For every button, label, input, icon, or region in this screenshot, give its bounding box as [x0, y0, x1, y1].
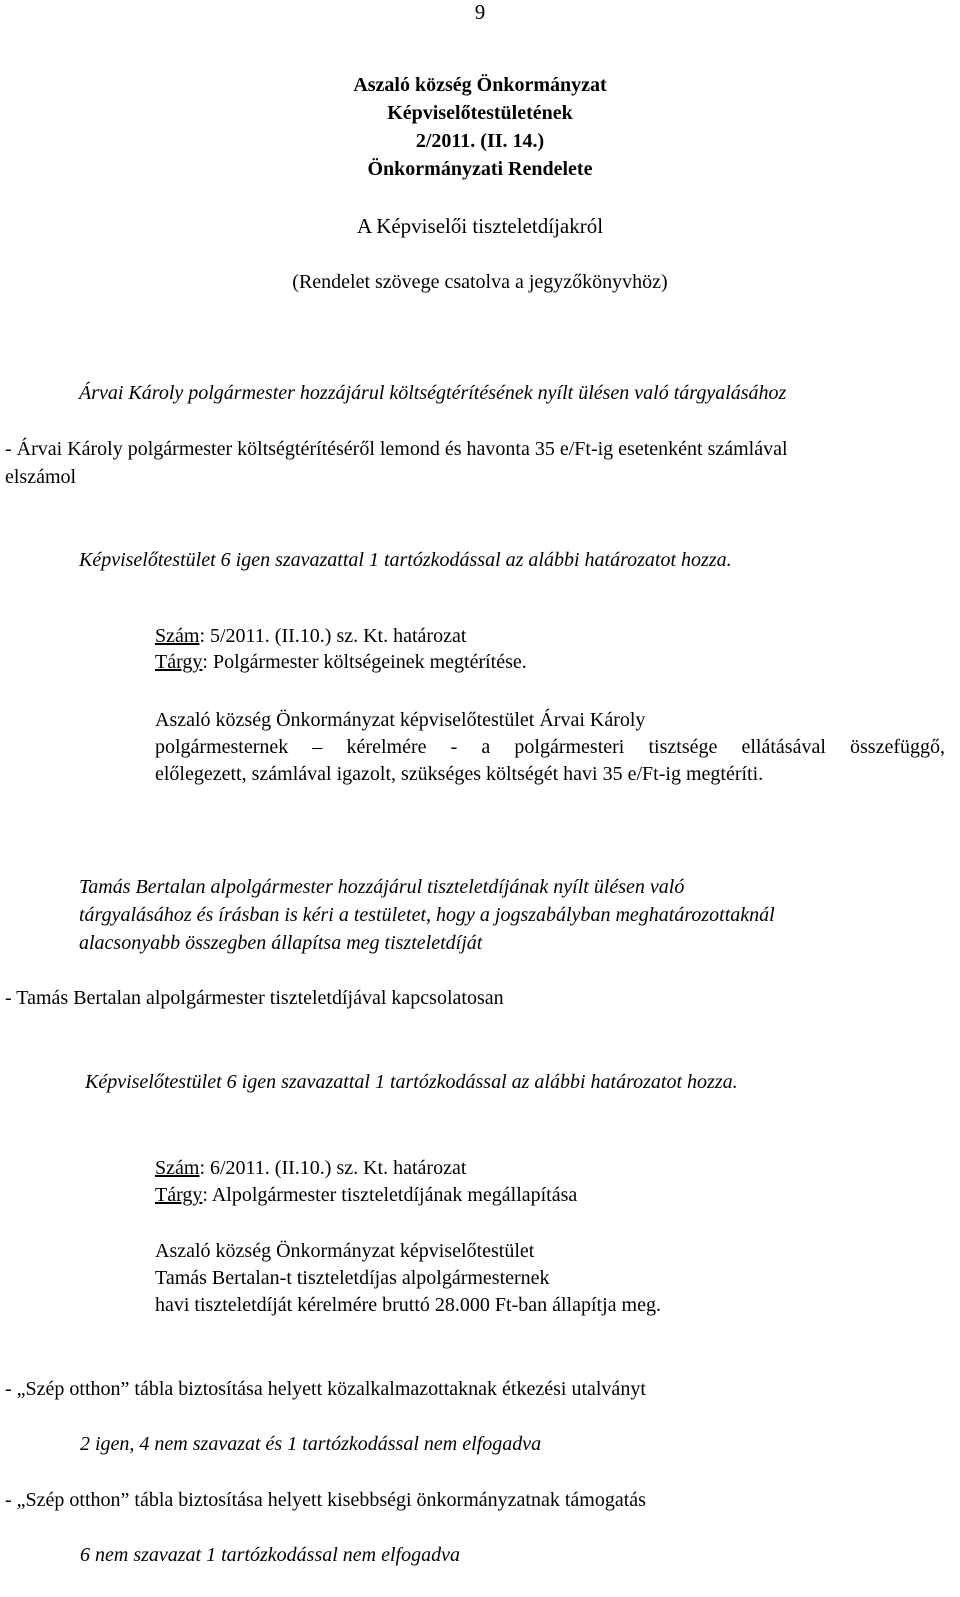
item3-result: 2 igen, 4 nem szavazat és 1 tartózkodással nem elfogadva — [80, 1433, 542, 1455]
item1-statement-line-1: - Árvai Károly polgármester költségtérítéséről lemond és havonta 35 e/Ft-ig esetenként számlával — [5, 438, 788, 460]
item1-statement-line-2: elszámol — [5, 466, 77, 488]
header-line-2: Képviselőtestületének — [387, 102, 573, 124]
item2-resolution-subject — [155, 1183, 577, 1207]
header-line-1: Aszaló község Önkormányzat — [353, 74, 607, 96]
item2-intro-line-1: Tamás Bertalan alpolgármester hozzájárul tiszteletdíjának nyílt ülésen való — [79, 876, 685, 898]
item4-result: 6 nem szavazat 1 tartózkodással nem elfogadva — [80, 1544, 460, 1566]
szam-value: : 5/2011. (II.10.) sz. Kt. határozat — [199, 625, 467, 647]
item1-vote: Képviselőtestület 6 igen szavazattal 1 tartózkodással az alábbi határozatot hozza. — [79, 549, 732, 571]
item2-resolution-body-line-1: Aszaló község Önkormányzat képviselőtestület — [155, 1240, 535, 1262]
targy-label: Tárgy — [155, 651, 203, 673]
targy-label: Tárgy — [155, 1184, 203, 1206]
item1-resolution-body-line-1: Aszaló község Önkormányzat képviselőtestület Árvai Károly — [155, 709, 646, 731]
item2-intro-line-2: tárgyalásához és írásban is kéri a testületet, hogy a jogszabályban meghatározottaknál — [79, 904, 775, 926]
item3-proposal: - „Szép otthon” tábla biztosítása helyett közalkalmazottaknak étkezési utalványt — [5, 1378, 646, 1400]
item2-intro-line-3: alacsonyabb összegben állapítsa meg tiszteletdíját — [79, 932, 483, 954]
item1-intro: Árvai Károly polgármester hozzájárul költségtérítésének nyílt ülésen való tárgyalásához — [79, 382, 787, 404]
attachment-note: (Rendelet szövege csatolva a jegyzőkönyvhöz) — [292, 271, 668, 293]
item2-vote: Képviselőtestület 6 igen szavazattal 1 tartózkodással az alábbi határozatot hozza. — [85, 1071, 738, 1093]
header-line-3: 2/2011. (II. 14.) — [415, 130, 545, 152]
item1-resolution-number — [155, 624, 466, 648]
item2-resolution-number — [155, 1156, 466, 1180]
szam-label: Szám — [155, 625, 200, 647]
item4-proposal: - „Szép otthon” tábla biztosítása helyett kisebbségi önkormányzatnak támogatás — [5, 1489, 646, 1511]
szam-value: : 6/2011. (II.10.) sz. Kt. határozat — [199, 1157, 467, 1179]
item1-resolution-subject — [155, 650, 527, 674]
targy-value: : Polgármester költségeinek megtérítése. — [202, 651, 527, 673]
targy-value: : Alpolgármester tiszteletdíjának megállapítása — [202, 1184, 578, 1206]
header-line-4: Önkormányzati Rendelete — [367, 158, 593, 180]
item2-resolution-body-line-3: havi tiszteletdíját kérelmére bruttó 28.000 Ft-ban állapítja meg. — [155, 1294, 661, 1316]
item2-resolution-body-line-2: Tamás Bertalan-t tiszteletdíjas alpolgármesternek — [155, 1267, 550, 1289]
item1-resolution-body-line-3: előlegezett, számlával igazolt, szükséges költségét havi 35 e/Ft-ig megtéríti. — [155, 763, 764, 785]
regulation-title: A Képviselői tiszteletdíjakról — [356, 214, 604, 238]
item2-statement: - Tamás Bertalan alpolgármester tiszteletdíjával kapcsolatosan — [5, 987, 504, 1009]
item1-resolution-body-line-2: polgármesternek – kérelmére - a polgármesteri tisztsége ellátásával összefüggő, — [155, 736, 945, 758]
szam-label: Szám — [155, 1157, 200, 1179]
page-number: 9 — [474, 0, 486, 24]
